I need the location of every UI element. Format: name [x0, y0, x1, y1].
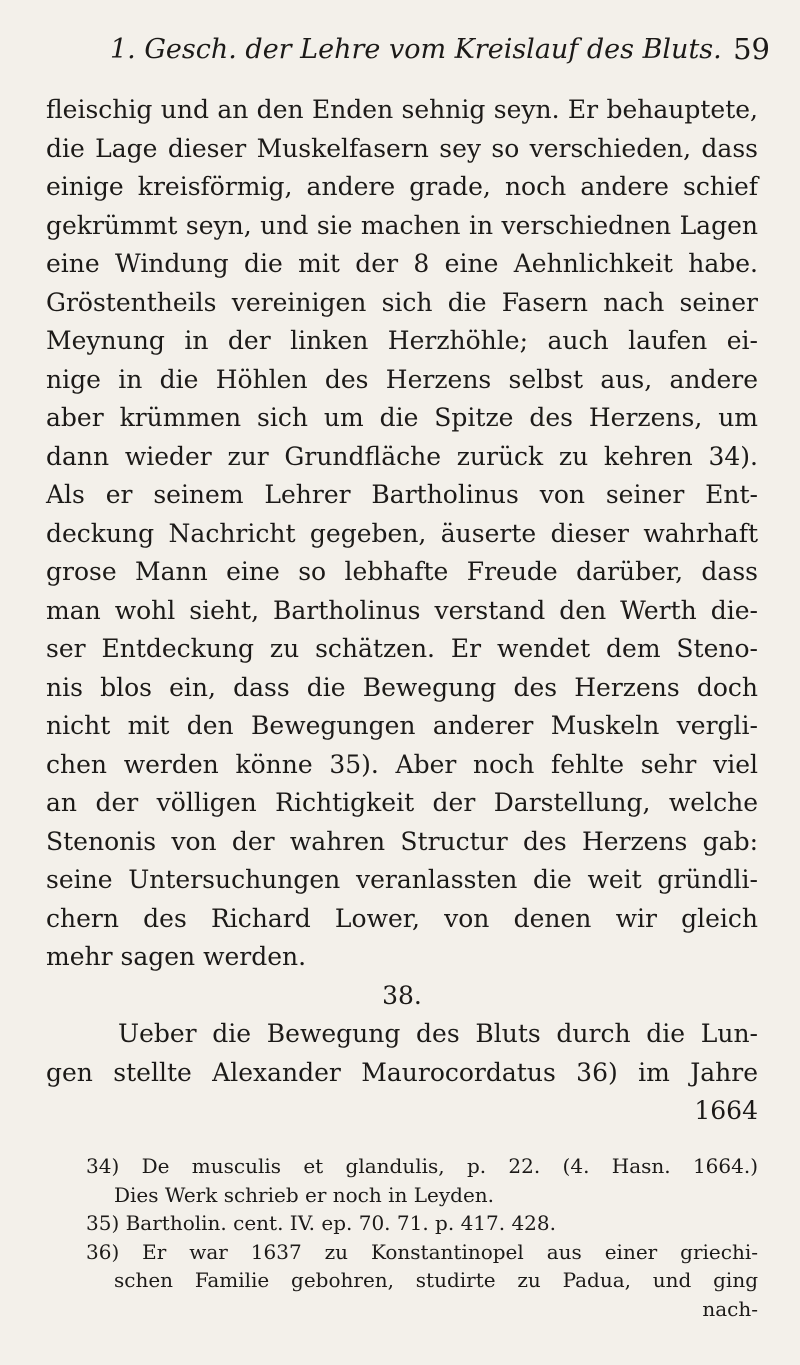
text-line: chern des Richard Lower, von denen wir gleich	[46, 903, 758, 933]
text-line: mehr sagen werden.	[46, 942, 307, 971]
text-line: nis blos ein, dass die Bewegung des Herzens doch	[46, 672, 758, 702]
text-line: Als er seinem Lehrer Bartholinus von seiner Ent-	[46, 480, 758, 509]
text-line: Meynung in der linken Herzhöhle; auch laufen ei-	[46, 326, 758, 355]
page-header	[110, 32, 770, 72]
text-line: deckung Nachricht gegeben, äuserte dieser wahrhaft	[46, 518, 758, 548]
footnote-line: 35) Bartholin. cent. IV. ep. 70. 71. p. 417. 428.	[86, 1211, 556, 1235]
text-line: an der völligen Richtigkeit der Darstellung, welche	[46, 788, 758, 817]
text-line: grose Mann eine so lebhafte Freude darüber, dass	[46, 557, 758, 586]
text-line: fleischig und an den Enden sehnig seyn. Er behauptete,	[46, 95, 758, 124]
text-line: man wohl sieht, Bartholinus verstand den Werth die-	[46, 595, 758, 625]
text-line: dann wieder zur Grundfläche zurück zu kehren 34).	[46, 441, 758, 471]
section-number: 38.	[382, 980, 422, 1010]
footnote-line: Dies Werk schrieb er noch in Leyden.	[114, 1182, 495, 1207]
footnote-line: schen Familie gebohren, studirte zu Padua, und ging	[114, 1268, 758, 1292]
footnote-line: 36) Er war 1637 zu Konstantinopel aus einer griechi-	[86, 1239, 758, 1264]
text-line: Stenonis von der wahren Structur des Herzens gab:	[46, 826, 758, 856]
text-line: Gröstentheils vereinigen sich die Fasern nach seiner	[46, 287, 758, 317]
page-number: 59	[733, 32, 770, 66]
text-line: gekrümmt seyn, und sie machen in verschiednen Lagen	[46, 210, 758, 240]
text-line: die Lage dieser Muskelfasern sey so verschieden, dass	[46, 133, 758, 163]
text-line: nige in die Höhlen des Herzens selbst aus, andere	[46, 364, 758, 394]
footnote-catchword: nach-	[702, 1296, 758, 1321]
text-line: nicht mit den Bewegungen anderer Muskeln vergli-	[46, 711, 758, 740]
catchword: 1664	[694, 1096, 758, 1125]
text-line: Ueber die Bewegung des Bluts durch die Lun-	[118, 1019, 758, 1048]
footnote-line: 34) De musculis et glandulis, p. 22. (4. Hasn. 1664.)	[86, 1154, 758, 1178]
text-line: ser Entdeckung zu schätzen. Er wendet dem Steno-	[46, 634, 758, 663]
text-line: seine Untersuchungen veranlassten die weit gründli-	[46, 865, 758, 894]
text-line: eine Windung die mit der 8 eine Aehnlichkeit habe.	[46, 249, 758, 278]
running-head: 1. Gesch. der Lehre vom Kreislauf des Bluts.	[110, 34, 722, 65]
text-line: chen werden könne 35). Aber noch fehlte sehr viel	[46, 749, 758, 779]
main-text	[46, 91, 758, 1131]
text-line: einige kreisförmig, andere grade, noch andere schief	[46, 172, 758, 201]
text-line: aber krümmen sich um die Spitze des Herzens, um	[46, 403, 758, 432]
text-line: gen stellte Alexander Maurocordatus 36) im Jahre	[46, 1057, 758, 1087]
footnotes	[86, 1152, 758, 1323]
